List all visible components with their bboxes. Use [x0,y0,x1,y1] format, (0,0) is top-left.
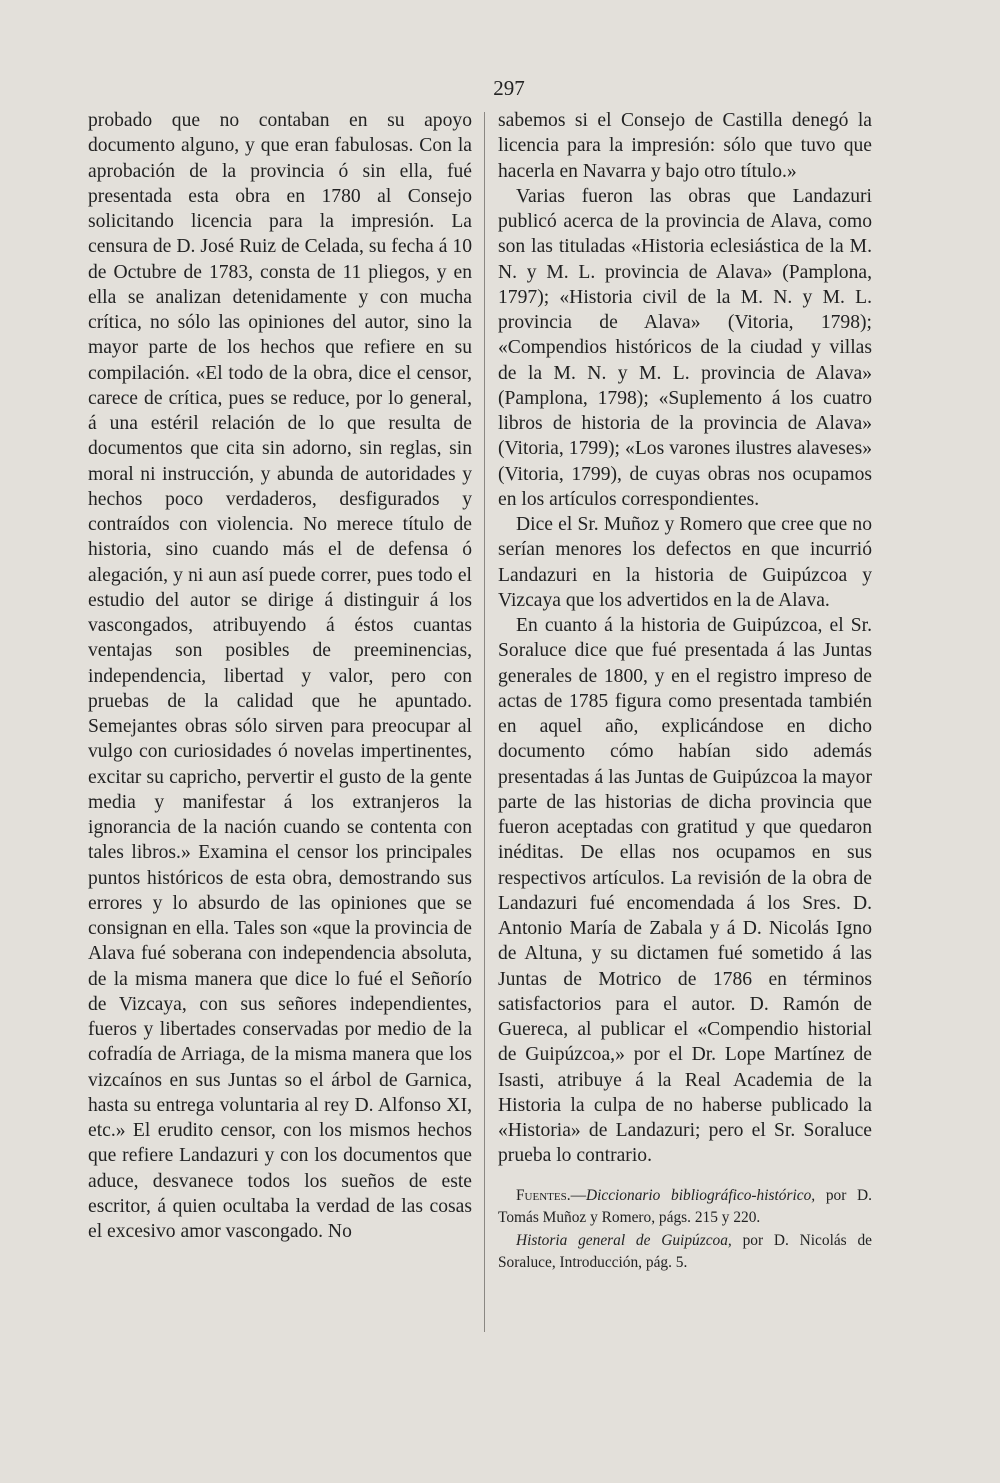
right-paragraph-3: Dice el Sr. Muñoz y Romero que cree que no serían menores los defectos en que incurrió Landazuri en la historia de Guipúzcoa y Vizcaya que los advertidos en la de Alava. [498,514,872,611]
source-1-title: Diccionario bibliográfico-histórico, [585,1186,816,1204]
left-column [88,108,472,1244]
column-divider [484,112,485,1332]
left-paragraph-1: probado que no contaban en su apoyo documento alguno, y que eran fabulosas. Con la aprobación de la provincia ó sin ella, fué presentada esta obra en 1780 al Consejo solicitando licencia para la impresión. La censura de D. José Ruiz de Celada, su fecha á 10 de Octubre de 1783, consta de 11 pliegos, y en ella se analizan detenidamente y con mucha crítica, no sólo las opiniones del autor, sino la mayor parte de los hechos que refiere en su compilación. «El todo de la obra, dice el censor, carece de crítica, pues se reduce, por lo general, á una estéril relación de lo que resulta de documentos que cita sin adorno, sin reglas, sin moral ni instrucción, y abunda de autoridades y hechos poco verdaderos, desfigurados y contraídos con violencia. No merece título de historia, sino cuando más el de defensa ó alegación, y ni aun así puede correr, pues todo el estudio del autor se dirige á distinguir á los vascongados, atribuyendo á éstos cuantas ventajas son posibles de preeminencias, independencia, libertad y valor, pero con pruebas de la calidad que he apuntado. Semejantes obras sólo sirven para preocupar al vulgo con curiosidades ó novelas impertinentes, excitar su capricho, pervertir el gusto de la gente media y manifestar á los extranjeros la ignorancia de la nación cuando se contenta con tales libros.» Examina el censor los principales puntos históricos de esta obra, demostrando sus errores y lo absurdo de las opiniones que se consignan en ella. Tales son «que la provincia de Alava fué soberana con independencia absoluta, de la misma manera que dice lo fué el Señorío de Vizcaya, con sus señores independientes, fueros y libertades conservadas por medio de la cofradía de Arriaga, de la misma manera que los vizcaínos en sus Juntas so el árbol de Garnica, hasta su entrega voluntaria al rey D. Alfonso XI, etc.» El erudito censor, con los mismos hechos que refiere Landazuri y con los documentos que aduce, desvanece todos los sueños de este escritor, á quien ocultaba la verdad de las cosas el excesivo amor vascongado. No [88,110,472,1242]
source-entry-1 [498,1185,872,1230]
source-2-title: Historia general de Guipúzcoa, [516,1231,732,1249]
right-paragraph-4: En cuanto á la historia de Guipúzcoa, el Sr. Soraluce dice que fué presentada á las Juntas generales de 1800, y en el registro impreso de actas de 1785 figura como presentada también en aquel año, explicándose en dicho documento cómo habían sido además presentadas á las Juntas de Guipúzcoa la mayor parte de las historias de dicha provincia que fueron aceptadas con gratitud y que quedaron inéditas. De ellas nos ocupamos en sus respectivos artículos. La revisión de la obra de Landazuri fué encomendada á los Sres. D. Antonio María de Zabala y á D. Nicolás Igno de Altuna, y su dictamen fué sometido á las Juntas de Motrico de 1786 en términos satisfactorios para el autor. D. Ramón de Guereca, al publicar el «Compendio historial de Guipúzcoa,» por el Dr. Lope Martínez de Isasti, atribuye á la Real Academia de la Historia la culpa de no haberse publicado la «Historia» de Landazuri; pero el Sr. Soraluce prueba lo contrario. [498,615,872,1167]
sources-label: Fuentes. [516,1186,571,1204]
page-number: 297 [493,76,525,100]
source-2-rest: por D. Nicolás de Soraluce, Introducción, pág. 5. [498,1231,872,1271]
sources-dash: — [570,1186,586,1204]
right-paragraph-1: sabemos si el Consejo de Castilla denegó la licencia para la impresión: sólo que tuvo que hacerla en Navarra y bajo otro título.» [498,110,872,182]
source-entry-2 [498,1230,872,1275]
right-paragraph-2: Varias fueron las obras que Landazuri publicó acerca de la provincia de Alava, como son las tituladas «Historia eclesiástica de la M. N. y M. L. provincia de Alava» (Pamplona, 1797); «Historia civil de la M. N. y M. L. provincia de Alava» (Vitoria, 1798); «Compendios históricos de la ciudad y villas de la M. N. y M. L. provincia de Alava» (Pamplona, 1798); «Suplemento á los cuatro libros de historia de la provincia de Alava» (Vitoria, 1799); «Los varones ilustres alaveses» (Vitoria, 1799), de cuyas obras nos ocupamos en los artículos correspondientes. [498,185,872,510]
right-column [498,108,872,1275]
sources-note [498,1185,872,1275]
source-1-rest: por D. Tomás Muñoz y Romero, págs. 215 y 220. [498,1186,872,1226]
